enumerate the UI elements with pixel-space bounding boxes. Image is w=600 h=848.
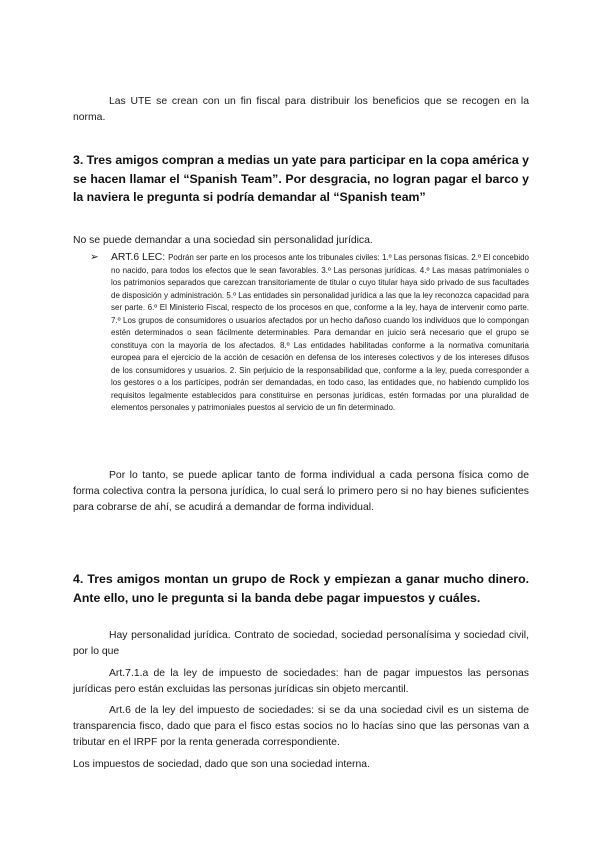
- paragraph-ute: Las UTE se crean con un fin fiscal para distribuir los beneficios que se recogen en la norma.: [73, 96, 529, 123]
- arrow-bullet-icon: ➢: [90, 252, 99, 263]
- paragraph-hay-personalidad: Hay personalidad jurídica. Contrato de sociedad, sociedad personalísima y sociedad civil, por lo que: [73, 630, 529, 657]
- paragraph-los-impuestos: Los impuestos de sociedad, dado que son una sociedad interna.: [73, 759, 370, 770]
- paragraph-no-se-puede: No se puede demandar a una sociedad sin personalidad jurídica.: [73, 235, 373, 246]
- bullet-body: [111, 252, 529, 415]
- paragraph-art6: Art.6 de la ley del impuesto de sociedades: si se da una sociedad civil es un sistema de transparencia fisco, dado que para el fisco estas socios no lo hacías sino que las personas van a tributar en el IRPF por la renta generada correspondiente.: [73, 705, 529, 748]
- bullet-art6-lec: [90, 252, 529, 415]
- bullet-label: ART.6 LEC:: [111, 252, 169, 263]
- heading-question-4: 4. Tres amigos montan un grupo de Rock y empiezan a ganar mucho dinero. Ante ello, uno le pregunta si la banda debe pagar impuestos y cuáles.: [73, 572, 529, 605]
- heading-question-3: 3. Tres amigos compran a medias un yate para participar en la copa américa y se hacen llamar el “Spanish Team”. Por desgracia, no logran pagar el barco y la naviera le pregunta si podría demandar al “Spanish team”: [73, 153, 529, 204]
- paragraph-art7: Art.7.1.a de la ley de impuesto de sociedades: han de pagar impuestos las personas jurídicas pero están excluidas las personas jurídicas sin objeto mercantil.: [73, 668, 529, 695]
- bullet-text: Podrán ser parte en los procesos ante los tribunales civiles: 1.º Las personas físicas. 2.º El concebido no nacido, para todos los efectos que le sean favorables. 3.º Las personas jurídicas. 4.º Las masas patrimoniales o los patrimonios separados que carezcan transitoriamente de titular o cuyo titular haya sido privado de sus facultades de disposición y administración. 5.º Las entidades sin personalidad jurídica a las que la ley reconozca capacidad para ser parte. 6.º El Ministerio Fiscal, respecto de los procesos en que, conforme a la ley, haya de intervenir como parte. 7.º Los grupos de consumidores o usuarios afectados por un hecho dañoso cuando los individuos que lo compongan estén determinados o sean fácilmente determinables. Para demandar en juicio será necesario que el grupo se constituya con la mayoría de los afectados. 8.º Las entidades habilitadas conforme a la normativa comunitaria europea para el ejercicio de la acción de cesación en defensa de los intereses colectivos y de los intereses difusos de los consumidores y usuarios. 2. Sin perjuicio de la responsabilidad que, conforme a la ley, pueda corresponder a los gestores o a los partícipes, podrán ser demandadas, en todo caso, las entidades que, no habiendo cumplido los requisitos legalmente establecidos para constituirse en personas jurídicas, estén formadas por una pluralidad de elementos personales y patrimoniales puestos al servicio de un fin determinado.: [111, 253, 530, 412]
- paragraph-por-lo-tanto: Por lo tanto, se puede aplicar tanto de forma individual a cada persona física como de forma colectiva contra la persona jurídica, lo cual será lo primero pero si no hay bienes suficientes para cobrarse de ahí, se acudirá a demandar de forma individual.: [73, 470, 529, 513]
